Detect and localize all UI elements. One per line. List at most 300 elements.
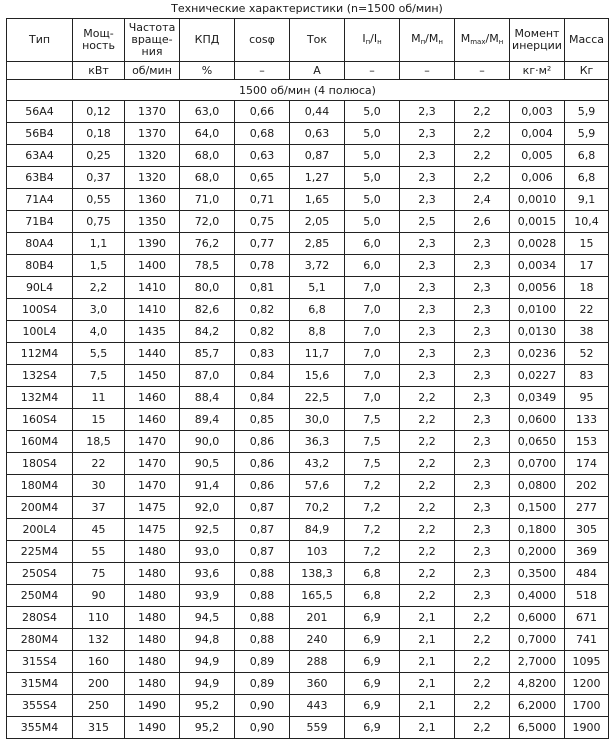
value-cell: 0,0700 <box>510 453 565 475</box>
unit-cell: – <box>235 62 290 80</box>
value-cell: 1475 <box>125 519 180 541</box>
value-cell: 2,3 <box>455 497 510 519</box>
value-cell: 64,0 <box>180 123 235 145</box>
value-cell: 71,0 <box>180 189 235 211</box>
value-cell: 0,7000 <box>510 629 565 651</box>
value-cell: 5,0 <box>345 211 400 233</box>
type-cell: 112M4 <box>7 343 73 365</box>
value-cell: 2,3 <box>455 277 510 299</box>
value-cell: 2,3 <box>455 299 510 321</box>
value-cell: 7,0 <box>345 321 400 343</box>
value-cell: 92,0 <box>180 497 235 519</box>
value-cell: 93,0 <box>180 541 235 563</box>
value-cell: 0,004 <box>510 123 565 145</box>
value-cell: 63,0 <box>180 101 235 123</box>
value-cell: 369 <box>565 541 609 563</box>
value-cell: 3,72 <box>290 255 345 277</box>
table-row <box>7 123 609 145</box>
type-cell: 355S4 <box>7 695 73 717</box>
value-cell: 0,3500 <box>510 563 565 585</box>
type-cell: 280M4 <box>7 629 73 651</box>
type-cell: 132M4 <box>7 387 73 409</box>
table-row <box>7 607 609 629</box>
value-cell: 1,5 <box>73 255 125 277</box>
type-cell: 315M4 <box>7 673 73 695</box>
unit-cell: кг·м² <box>510 62 565 80</box>
value-cell: 7,0 <box>345 365 400 387</box>
value-cell: 17 <box>565 255 609 277</box>
type-cell: 80A4 <box>7 233 73 255</box>
value-cell: 72,0 <box>180 211 235 233</box>
value-cell: 2,1 <box>400 695 455 717</box>
table-row <box>7 167 609 189</box>
value-cell: 1350 <box>125 211 180 233</box>
value-cell: 2,3 <box>455 409 510 431</box>
value-cell: 2,1 <box>400 607 455 629</box>
value-cell: 11,7 <box>290 343 345 365</box>
value-cell: 2,2 <box>400 409 455 431</box>
value-cell: 174 <box>565 453 609 475</box>
unit-cell: кВт <box>73 62 125 80</box>
value-cell: 2,2 <box>400 563 455 585</box>
value-cell: 7,5 <box>345 409 400 431</box>
value-cell: 0,89 <box>235 673 290 695</box>
value-cell: 30 <box>73 475 125 497</box>
type-cell: 71A4 <box>7 189 73 211</box>
type-cell: 225M4 <box>7 541 73 563</box>
value-cell: 1475 <box>125 497 180 519</box>
value-cell: 1470 <box>125 453 180 475</box>
specs-table <box>6 18 609 739</box>
value-cell: 2,3 <box>455 365 510 387</box>
value-cell: 0,81 <box>235 277 290 299</box>
value-cell: 78,5 <box>180 255 235 277</box>
value-cell: 360 <box>290 673 345 695</box>
value-cell: 0,0650 <box>510 431 565 453</box>
value-cell: 0,0130 <box>510 321 565 343</box>
value-cell: 0,82 <box>235 321 290 343</box>
type-cell: 63A4 <box>7 145 73 167</box>
value-cell: 200 <box>73 673 125 695</box>
value-cell: 0,1800 <box>510 519 565 541</box>
value-cell: 0,87 <box>235 519 290 541</box>
value-cell: 0,89 <box>235 651 290 673</box>
value-cell: 2,3 <box>400 321 455 343</box>
value-cell: 0,0227 <box>510 365 565 387</box>
value-cell: 22 <box>73 453 125 475</box>
value-cell: 2,2 <box>455 123 510 145</box>
value-cell: 2,05 <box>290 211 345 233</box>
type-cell: 71B4 <box>7 211 73 233</box>
unit-cell: об/мин <box>125 62 180 80</box>
type-cell: 180S4 <box>7 453 73 475</box>
value-cell: 7,2 <box>345 541 400 563</box>
value-cell: 2,2 <box>455 607 510 629</box>
column-header: $M_{max}/M_н$ <box>455 19 510 62</box>
value-cell: 0,83 <box>235 343 290 365</box>
value-cell: 3,0 <box>73 299 125 321</box>
column-header: cosφ <box>235 19 290 62</box>
value-cell: 0,0349 <box>510 387 565 409</box>
type-cell: 56A4 <box>7 101 73 123</box>
value-cell: 6,9 <box>345 629 400 651</box>
value-cell: 6,0 <box>345 233 400 255</box>
value-cell: 11 <box>73 387 125 409</box>
value-cell: 1450 <box>125 365 180 387</box>
value-cell: 2,4 <box>455 189 510 211</box>
value-cell: 2,2 <box>455 101 510 123</box>
value-cell: 2,2 <box>73 277 125 299</box>
value-cell: 0,84 <box>235 365 290 387</box>
value-cell: 7,0 <box>345 277 400 299</box>
value-cell: 165,5 <box>290 585 345 607</box>
value-cell: 0,63 <box>235 145 290 167</box>
value-cell: 2,2 <box>400 475 455 497</box>
value-cell: 1095 <box>565 651 609 673</box>
value-cell: 0,82 <box>235 299 290 321</box>
value-cell: 15 <box>565 233 609 255</box>
value-cell: 5,0 <box>345 145 400 167</box>
value-cell: 15 <box>73 409 125 431</box>
value-cell: 0,88 <box>235 607 290 629</box>
value-cell: 1480 <box>125 651 180 673</box>
table-row <box>7 299 609 321</box>
table-row <box>7 585 609 607</box>
value-cell: 0,0056 <box>510 277 565 299</box>
value-cell: 6,9 <box>345 651 400 673</box>
table-row <box>7 497 609 519</box>
value-cell: 2,2 <box>400 585 455 607</box>
value-cell: 7,2 <box>345 497 400 519</box>
value-cell: 94,9 <box>180 651 235 673</box>
value-cell: 2,3 <box>455 255 510 277</box>
type-cell: 250S4 <box>7 563 73 585</box>
column-header: КПД <box>180 19 235 62</box>
value-cell: 0,87 <box>235 497 290 519</box>
value-cell: 160 <box>73 651 125 673</box>
value-cell: 0,65 <box>235 167 290 189</box>
value-cell: 0,75 <box>73 211 125 233</box>
value-cell: 1470 <box>125 431 180 453</box>
value-cell: 1390 <box>125 233 180 255</box>
value-cell: 22 <box>565 299 609 321</box>
value-cell: 2,3 <box>455 387 510 409</box>
value-cell: 0,44 <box>290 101 345 123</box>
value-cell: 2,3 <box>455 343 510 365</box>
type-cell: 132S4 <box>7 365 73 387</box>
value-cell: 18 <box>565 277 609 299</box>
value-cell: 85,7 <box>180 343 235 365</box>
value-cell: 133 <box>565 409 609 431</box>
value-cell: 2,3 <box>400 189 455 211</box>
value-cell: 8,8 <box>290 321 345 343</box>
value-cell: 36,3 <box>290 431 345 453</box>
value-cell: 0,85 <box>235 409 290 431</box>
table-row <box>7 541 609 563</box>
table-row <box>7 519 609 541</box>
value-cell: 0,90 <box>235 695 290 717</box>
value-cell: 1440 <box>125 343 180 365</box>
value-cell: 2,1 <box>400 629 455 651</box>
value-cell: 2,3 <box>400 277 455 299</box>
value-cell: 2,3 <box>400 167 455 189</box>
value-cell: 0,006 <box>510 167 565 189</box>
value-cell: 240 <box>290 629 345 651</box>
unit-cell: Кг <box>565 62 609 80</box>
value-cell: 7,2 <box>345 519 400 541</box>
unit-cell: % <box>180 62 235 80</box>
value-cell: 443 <box>290 695 345 717</box>
value-cell: 0,0010 <box>510 189 565 211</box>
value-cell: 1460 <box>125 409 180 431</box>
value-cell: 18,5 <box>73 431 125 453</box>
table-title: Технические характеристики (n=1500 об/мин) <box>171 2 443 15</box>
table-row <box>7 101 609 123</box>
value-cell: 45 <box>73 519 125 541</box>
value-cell: 2,3 <box>455 233 510 255</box>
value-cell: 2,3 <box>400 255 455 277</box>
value-cell: 1900 <box>565 717 609 739</box>
value-cell: 2,2 <box>455 629 510 651</box>
value-cell: 9,1 <box>565 189 609 211</box>
value-cell: 132 <box>73 629 125 651</box>
value-cell: 0,0100 <box>510 299 565 321</box>
value-cell: 1,27 <box>290 167 345 189</box>
value-cell: 1470 <box>125 475 180 497</box>
value-cell: 0,78 <box>235 255 290 277</box>
table-row <box>7 563 609 585</box>
value-cell: 1410 <box>125 299 180 321</box>
value-cell: 2,85 <box>290 233 345 255</box>
value-cell: 202 <box>565 475 609 497</box>
value-cell: 95 <box>565 387 609 409</box>
value-cell: 90,5 <box>180 453 235 475</box>
value-cell: 6,9 <box>345 717 400 739</box>
value-cell: 0,87 <box>290 145 345 167</box>
value-cell: 5,1 <box>290 277 345 299</box>
value-cell: 2,3 <box>455 321 510 343</box>
value-cell: 94,8 <box>180 629 235 651</box>
type-cell: 200M4 <box>7 497 73 519</box>
type-cell: 180M4 <box>7 475 73 497</box>
value-cell: 0,2000 <box>510 541 565 563</box>
table-row <box>7 453 609 475</box>
value-cell: 2,2 <box>455 695 510 717</box>
value-cell: 22,5 <box>290 387 345 409</box>
section-label: 1500 об/мин (4 полюса) <box>7 80 609 101</box>
value-cell: 1435 <box>125 321 180 343</box>
value-cell: 0,88 <box>235 563 290 585</box>
value-cell: 89,4 <box>180 409 235 431</box>
type-cell: 315S4 <box>7 651 73 673</box>
value-cell: 741 <box>565 629 609 651</box>
column-header: Тип <box>7 19 73 62</box>
value-cell: 0,0015 <box>510 211 565 233</box>
value-cell: 37 <box>73 497 125 519</box>
value-cell: 0,86 <box>235 431 290 453</box>
value-cell: 7,5 <box>345 431 400 453</box>
type-cell: 200L4 <box>7 519 73 541</box>
value-cell: 5,0 <box>345 167 400 189</box>
value-cell: 277 <box>565 497 609 519</box>
value-cell: 75 <box>73 563 125 585</box>
value-cell: 0,0028 <box>510 233 565 255</box>
value-cell: 1480 <box>125 541 180 563</box>
value-cell: 2,1 <box>400 673 455 695</box>
value-cell: 0,71 <box>235 189 290 211</box>
value-cell: 6,9 <box>345 607 400 629</box>
table-row <box>7 673 609 695</box>
value-cell: 1410 <box>125 277 180 299</box>
value-cell: 83 <box>565 365 609 387</box>
value-cell: 6,9 <box>345 695 400 717</box>
value-cell: 2,2 <box>400 431 455 453</box>
column-header: Мощ-ность <box>73 19 125 62</box>
value-cell: 2,6 <box>455 211 510 233</box>
value-cell: 70,2 <box>290 497 345 519</box>
value-cell: 0,1500 <box>510 497 565 519</box>
unit-cell: – <box>455 62 510 80</box>
value-cell: 0,75 <box>235 211 290 233</box>
value-cell: 0,55 <box>73 189 125 211</box>
value-cell: 6,8 <box>345 585 400 607</box>
value-cell: 2,5 <box>400 211 455 233</box>
column-header: $M_п/M_н$ <box>400 19 455 62</box>
value-cell: 0,90 <box>235 717 290 739</box>
unit-cell <box>7 62 73 80</box>
value-cell: 0,005 <box>510 145 565 167</box>
value-cell: 94,5 <box>180 607 235 629</box>
value-cell: 484 <box>565 563 609 585</box>
value-cell: 0,6000 <box>510 607 565 629</box>
value-cell: 2,2 <box>455 167 510 189</box>
value-cell: 52 <box>565 343 609 365</box>
value-cell: 2,3 <box>455 541 510 563</box>
value-cell: 1490 <box>125 717 180 739</box>
type-cell: 56B4 <box>7 123 73 145</box>
type-cell: 63B4 <box>7 167 73 189</box>
value-cell: 5,0 <box>345 189 400 211</box>
value-cell: 1370 <box>125 101 180 123</box>
value-cell: 87,0 <box>180 365 235 387</box>
value-cell: 305 <box>565 519 609 541</box>
value-cell: 2,3 <box>400 145 455 167</box>
table-row <box>7 365 609 387</box>
value-cell: 7,0 <box>345 343 400 365</box>
table-row <box>7 431 609 453</box>
table-row <box>7 211 609 233</box>
value-cell: 559 <box>290 717 345 739</box>
value-cell: 2,2 <box>400 453 455 475</box>
value-cell: 1320 <box>125 145 180 167</box>
table-row <box>7 387 609 409</box>
value-cell: 0,87 <box>235 541 290 563</box>
value-cell: 2,3 <box>400 101 455 123</box>
table-row <box>7 189 609 211</box>
unit-cell: – <box>345 62 400 80</box>
value-cell: 103 <box>290 541 345 563</box>
value-cell: 84,9 <box>290 519 345 541</box>
type-cell: 160S4 <box>7 409 73 431</box>
value-cell: 288 <box>290 651 345 673</box>
value-cell: 1360 <box>125 189 180 211</box>
unit-cell: А <box>290 62 345 80</box>
table-row <box>7 717 609 739</box>
column-header: $I_п/I_н$ <box>345 19 400 62</box>
value-cell: 4,0 <box>73 321 125 343</box>
value-cell: 84,2 <box>180 321 235 343</box>
value-cell: 2,2 <box>400 497 455 519</box>
value-cell: 5,9 <box>565 101 609 123</box>
table-row <box>7 145 609 167</box>
type-cell: 100L4 <box>7 321 73 343</box>
units-row <box>7 62 609 80</box>
column-header: Масса <box>565 19 609 62</box>
value-cell: 0,0236 <box>510 343 565 365</box>
value-cell: 518 <box>565 585 609 607</box>
value-cell: 7,5 <box>345 453 400 475</box>
value-cell: 0,12 <box>73 101 125 123</box>
value-cell: 7,0 <box>345 299 400 321</box>
value-cell: 6,5000 <box>510 717 565 739</box>
type-cell: 100S4 <box>7 299 73 321</box>
value-cell: 6,8 <box>290 299 345 321</box>
value-cell: 0,0034 <box>510 255 565 277</box>
table-row <box>7 343 609 365</box>
value-cell: 1700 <box>565 695 609 717</box>
value-cell: 1200 <box>565 673 609 695</box>
value-cell: 0,88 <box>235 629 290 651</box>
unit-cell: – <box>400 62 455 80</box>
value-cell: 6,0 <box>345 255 400 277</box>
value-cell: 6,2000 <box>510 695 565 717</box>
value-cell: 2,3 <box>400 343 455 365</box>
type-cell: 80B4 <box>7 255 73 277</box>
value-cell: 95,2 <box>180 695 235 717</box>
value-cell: 5,0 <box>345 101 400 123</box>
value-cell: 94,9 <box>180 673 235 695</box>
value-cell: 7,0 <box>345 387 400 409</box>
value-cell: 153 <box>565 431 609 453</box>
value-cell: 68,0 <box>180 167 235 189</box>
value-cell: 7,5 <box>73 365 125 387</box>
value-cell: 43,2 <box>290 453 345 475</box>
value-cell: 5,5 <box>73 343 125 365</box>
value-cell: 1480 <box>125 563 180 585</box>
value-cell: 93,6 <box>180 563 235 585</box>
value-cell: 2,2 <box>455 651 510 673</box>
type-cell: 280S4 <box>7 607 73 629</box>
value-cell: 0,0600 <box>510 409 565 431</box>
value-cell: 2,3 <box>455 431 510 453</box>
value-cell: 92,5 <box>180 519 235 541</box>
value-cell: 2,2 <box>400 541 455 563</box>
value-cell: 1480 <box>125 673 180 695</box>
value-cell: 1370 <box>125 123 180 145</box>
value-cell: 90,0 <box>180 431 235 453</box>
value-cell: 5,9 <box>565 123 609 145</box>
table-row <box>7 409 609 431</box>
value-cell: 2,3 <box>400 233 455 255</box>
value-cell: 0,88 <box>235 585 290 607</box>
value-cell: 88,4 <box>180 387 235 409</box>
value-cell: 2,3 <box>400 123 455 145</box>
value-cell: 6,9 <box>345 673 400 695</box>
value-cell: 0,37 <box>73 167 125 189</box>
table-row <box>7 233 609 255</box>
table-body <box>7 80 609 739</box>
value-cell: 2,3 <box>400 365 455 387</box>
